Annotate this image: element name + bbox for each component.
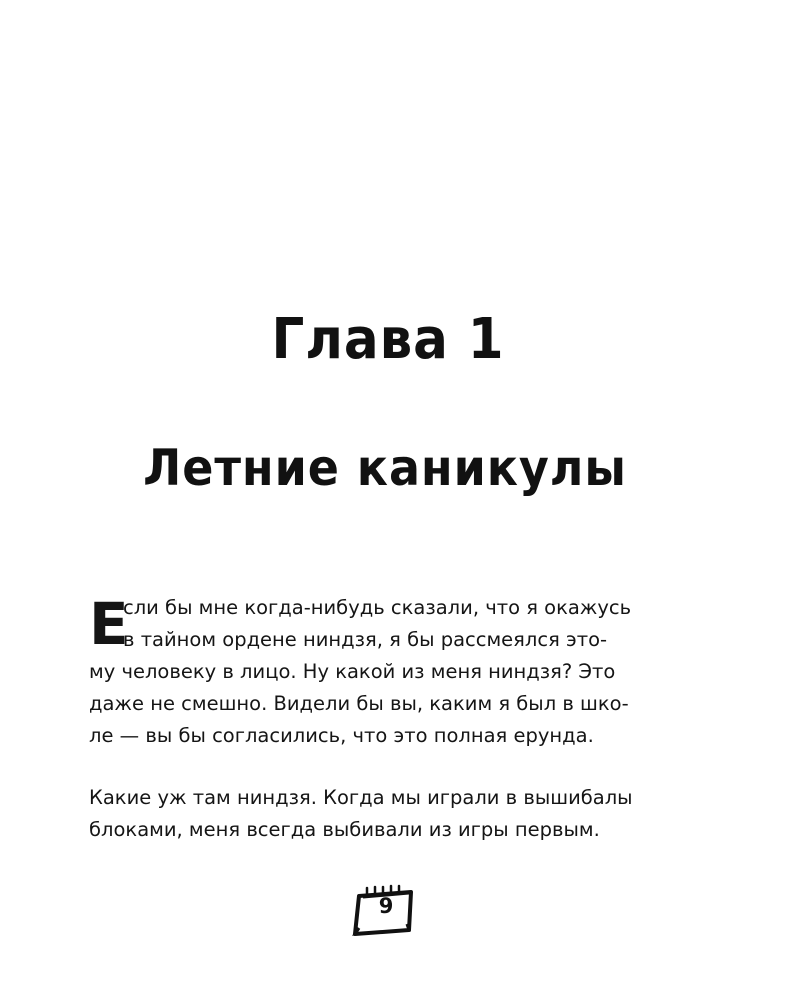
page-number: 9 [378, 894, 394, 918]
page-number-badge [351, 884, 415, 936]
paragraph-spacer [89, 752, 689, 782]
paragraph-1-line-5: ле — вы бы согласились, что это полная ерунда. [89, 724, 594, 747]
paragraph-1-line-2: в тайном ордене ниндзя, я бы рассмеялся это- [123, 628, 608, 651]
paragraph-1-line-1: сли бы мне когда-нибудь сказали, что я окажусь [123, 596, 632, 619]
paragraph-1-line-4: даже не смешно. Видели бы вы, каким я был в шко- [89, 692, 629, 715]
drop-cap: Е [89, 590, 129, 658]
paragraph-2-line-2: блоками, меня всегда выбивали из игры первым. [89, 818, 600, 841]
body-text [89, 592, 689, 846]
chapter-number: Глава 1 [271, 307, 505, 372]
paragraph-2-line-1: Какие уж там ниндзя. Когда мы играли в вышибалы [89, 786, 633, 809]
paragraph-1-line-3: му человеку в лицо. Ну какой из меня ниндзя? Это [89, 660, 616, 683]
chapter-title: Летние каникулы [143, 439, 627, 497]
